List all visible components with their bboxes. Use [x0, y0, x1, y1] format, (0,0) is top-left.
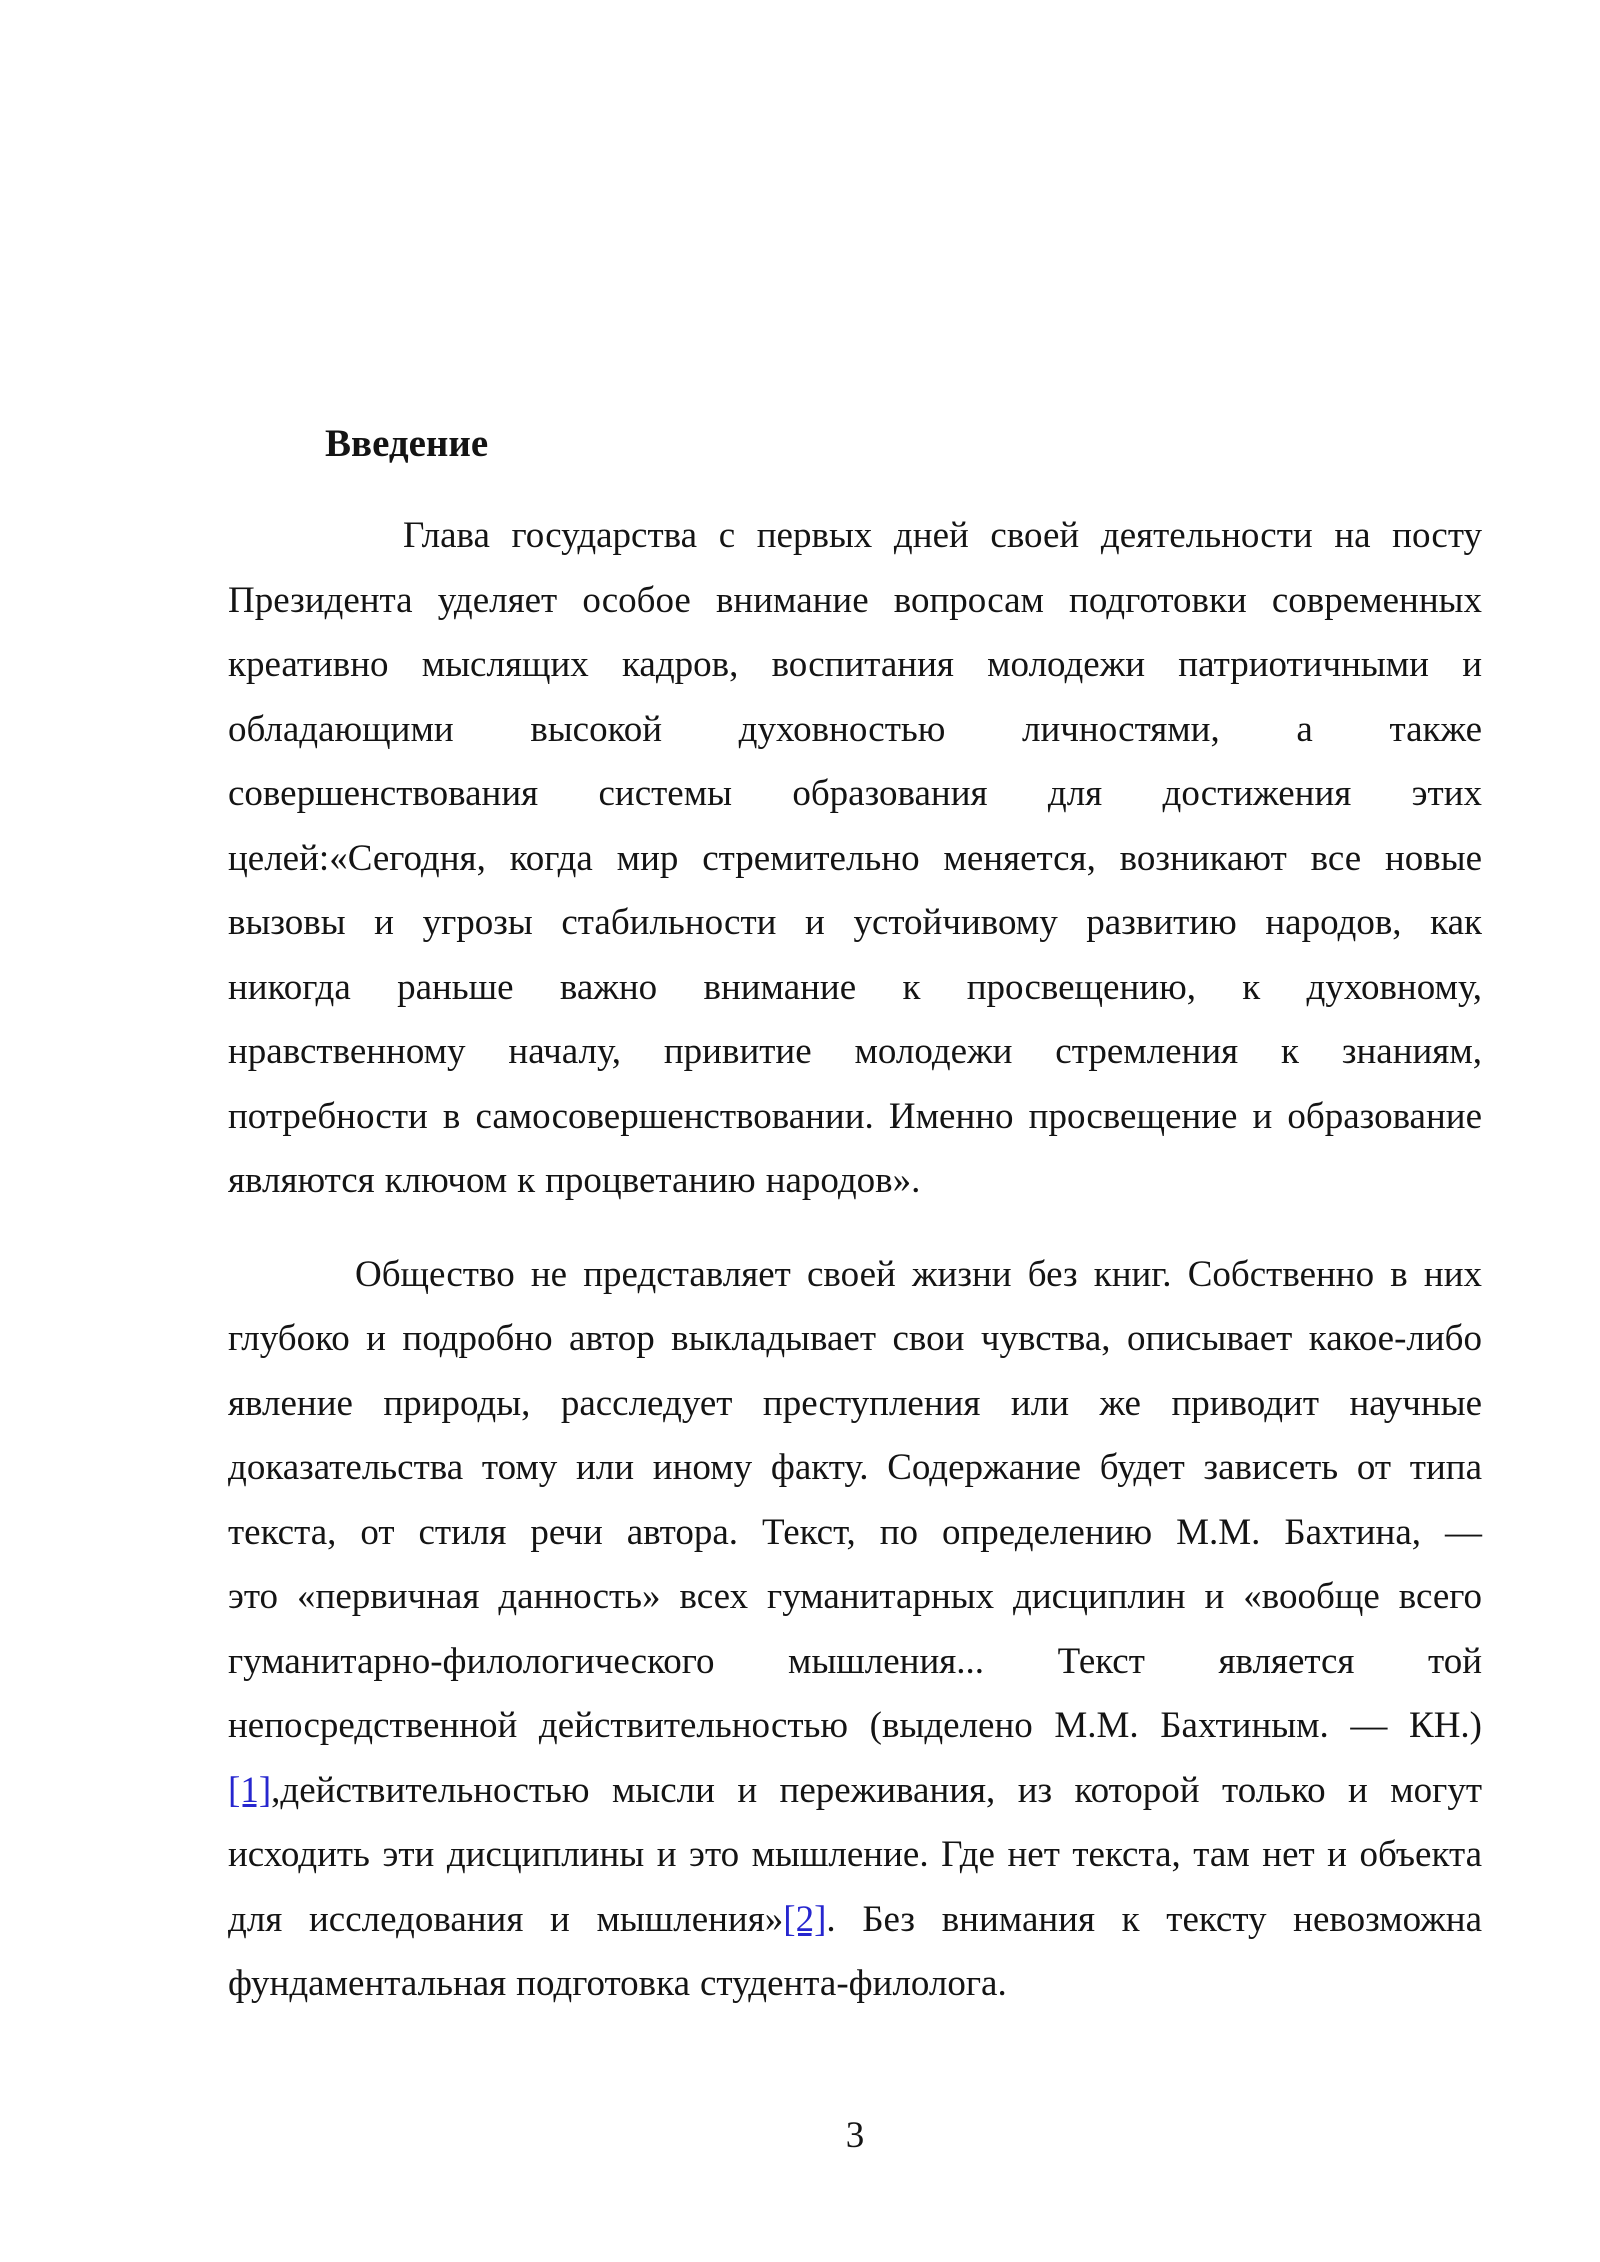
text-line: Президента уделяет особое внимание вопросам подготовки современных	[228, 579, 1482, 621]
text-line: Общество не представляет своей жизни без книг. Собственно в них	[355, 1253, 1482, 1295]
text-line: гуманитарно-филологического мышления... Текст является той	[228, 1640, 1482, 1682]
text-line: никогда раньше важно внимание к просвещению, к духовному,	[228, 966, 1482, 1008]
text-line: креативно мыслящих кадров, воспитания молодежи патриотичными и	[228, 644, 1482, 685]
text-line: это «первичная данность» всех гуманитарных дисциплин и «вообще всего	[228, 1576, 1482, 1617]
text-line: Глава государства с первых дней своей деятельности на посту	[403, 515, 1482, 556]
paragraph-2	[228, 1243, 1482, 2017]
footnote-ref-1-link[interactable]: [1]	[228, 1769, 272, 1811]
text-block	[228, 412, 1482, 2017]
text-line: потребности в самосовершенствовании. Именно просвещение и образование	[228, 1095, 1482, 1137]
text-segment: ,действительностью мысли и переживания, из которой только и могут	[271, 1769, 1482, 1811]
text-line: нравственному началу, привитие молодежи стремления к знаниям,	[228, 1031, 1482, 1072]
text-line	[228, 1759, 1482, 1824]
page-number: 3	[845, 2115, 865, 2156]
text-line: доказательства тому или иному факту. Содержание будет зависеть от типа	[228, 1447, 1482, 1488]
text-line: непосредственной действительностью (выделено М.М. Бахтиным. — КН.)	[228, 1705, 1482, 1746]
text-line: явление природы, расследует преступления или же приводит научные	[228, 1382, 1482, 1424]
section-title: Введение	[325, 422, 489, 465]
footnote-ref-2-link[interactable]: [2]	[783, 1898, 827, 1940]
text-line	[228, 1888, 1482, 1953]
text-line: исходить эти дисциплины и это мышление. Где нет текста, там нет и объекта	[228, 1834, 1482, 1875]
text-segment: для исследования и мышления»	[228, 1898, 784, 1940]
text-segment: . Без внимания к тексту невозможна	[826, 1898, 1482, 1940]
text-line: глубоко и подробно автор выкладывает свои чувства, описывает какое-либо	[228, 1318, 1482, 1359]
text-line: текста, от стиля речи автора. Текст, по определению М.М. Бахтина, —	[228, 1511, 1482, 1553]
text-line: обладающими высокой духовностью личностями, а также	[228, 708, 1482, 750]
text-line: совершенствования системы образования для достижения этих	[228, 773, 1482, 814]
text-line: вызовы и угрозы стабильности и устойчивому развитию народов, как	[228, 902, 1482, 943]
paragraph-1	[228, 504, 1482, 1214]
text-line: фундаментальная подготовка студента-филолога.	[228, 1963, 1007, 2004]
text-line: целей:«Сегодня, когда мир стремительно меняется, возникают все новые	[228, 837, 1482, 879]
text-line: являются ключом к процветанию народов».	[228, 1160, 921, 1201]
